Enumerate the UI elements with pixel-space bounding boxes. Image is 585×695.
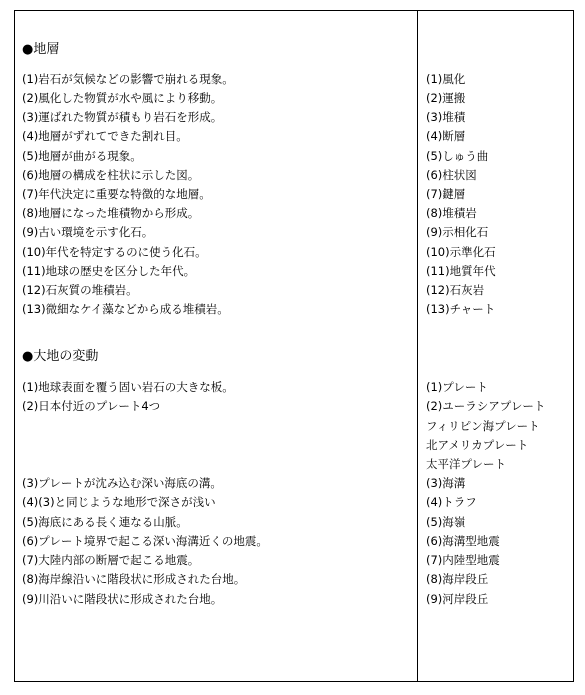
strata-answer: (11)地質年代 [426,264,496,278]
crust-answer: (5)海嶺 [426,515,466,529]
strata-question: (4)地層がずれてできた割れ目。 [22,129,188,143]
strata-question: (11)地球の歴史を区分した年代。 [22,264,196,278]
strata-answer: (12)石灰岩 [426,283,485,297]
strata-answer: (3)堆積 [426,110,466,124]
strata-answer: (1)風化 [426,72,466,86]
strata-answer: (7)鍵層 [426,187,466,201]
crust-question: (7)大陸内部の断層で起こる地震。 [22,553,200,567]
crust-answer: (2)ユーラシアプレート [426,399,546,413]
strata-question: (6)地層の構成を柱状に示した図。 [22,168,200,182]
column-divider [417,10,418,682]
strata-answer: (6)柱状図 [426,168,477,182]
crust-question: (2)日本付近のプレート4つ [22,399,161,413]
strata-question: (7)年代決定に重要な特徴的な地層。 [22,187,211,201]
strata-question: (12)石灰質の堆積岩。 [22,283,138,297]
crust-answer: (6)海溝型地震 [426,534,500,548]
strata-answer: (13)チャート [426,302,496,316]
crust-answer: (7)内陸型地震 [426,553,500,567]
strata-question: (10)年代を特定するのに使う化石。 [22,245,207,259]
strata-answer: (9)示相化石 [426,225,489,239]
crust-question: (8)海岸線沿いに階段状に形成された台地。 [22,572,246,586]
crust-answer: (4)トラフ [426,495,477,509]
crust-question: (4)(3)と同じような地形で深さが浅い [22,495,216,509]
strata-question: (5)地層が曲がる現象。 [22,149,142,163]
strata-answer: (5)しゅう曲 [426,149,489,163]
section-heading-strata: ●地層 [22,42,60,57]
crust-question: (9)川沿いに階段状に形成された台地。 [22,592,223,606]
crust-answer: フィリピン海プレート [426,419,540,433]
crust-answer: 太平洋プレート [426,457,507,471]
crust-question: (3)プレートが沈み込む深い海底の溝。 [22,476,222,490]
strata-question: (2)風化した物質が水や風により移動。 [22,91,223,105]
strata-question: (1)岩石が気候などの影響で崩れる現象。 [22,72,234,86]
strata-answer: (10)示準化石 [426,245,496,259]
crust-answer: (8)海岸段丘 [426,572,489,586]
strata-question: (9)古い環境を示す化石。 [22,225,154,239]
crust-answer: 北アメリカプレート [426,438,529,452]
strata-question: (13)微細なケイ藻などから成る堆積岩。 [22,302,229,316]
strata-question: (8)地層になった堆積物から形成。 [22,206,200,220]
strata-answer: (2)運搬 [426,91,466,105]
crust-question: (1)地球表面を覆う固い岩石の大きな板。 [22,380,234,394]
strata-answer: (4)断層 [426,129,466,143]
crust-answer: (1)プレート [426,380,488,394]
crust-answer: (3)海溝 [426,476,466,490]
crust-answer: (9)河岸段丘 [426,592,489,606]
crust-question: (5)海底にある長く連なる山脈。 [22,515,188,529]
crust-question: (6)プレート境界で起こる深い海溝近くの地震。 [22,534,268,548]
strata-answer: (8)堆積岩 [426,206,477,220]
section-heading-crustal-movement: ●大地の変動 [22,349,99,364]
strata-question: (3)運ばれた物質が積もり岩石を形成。 [22,110,223,124]
